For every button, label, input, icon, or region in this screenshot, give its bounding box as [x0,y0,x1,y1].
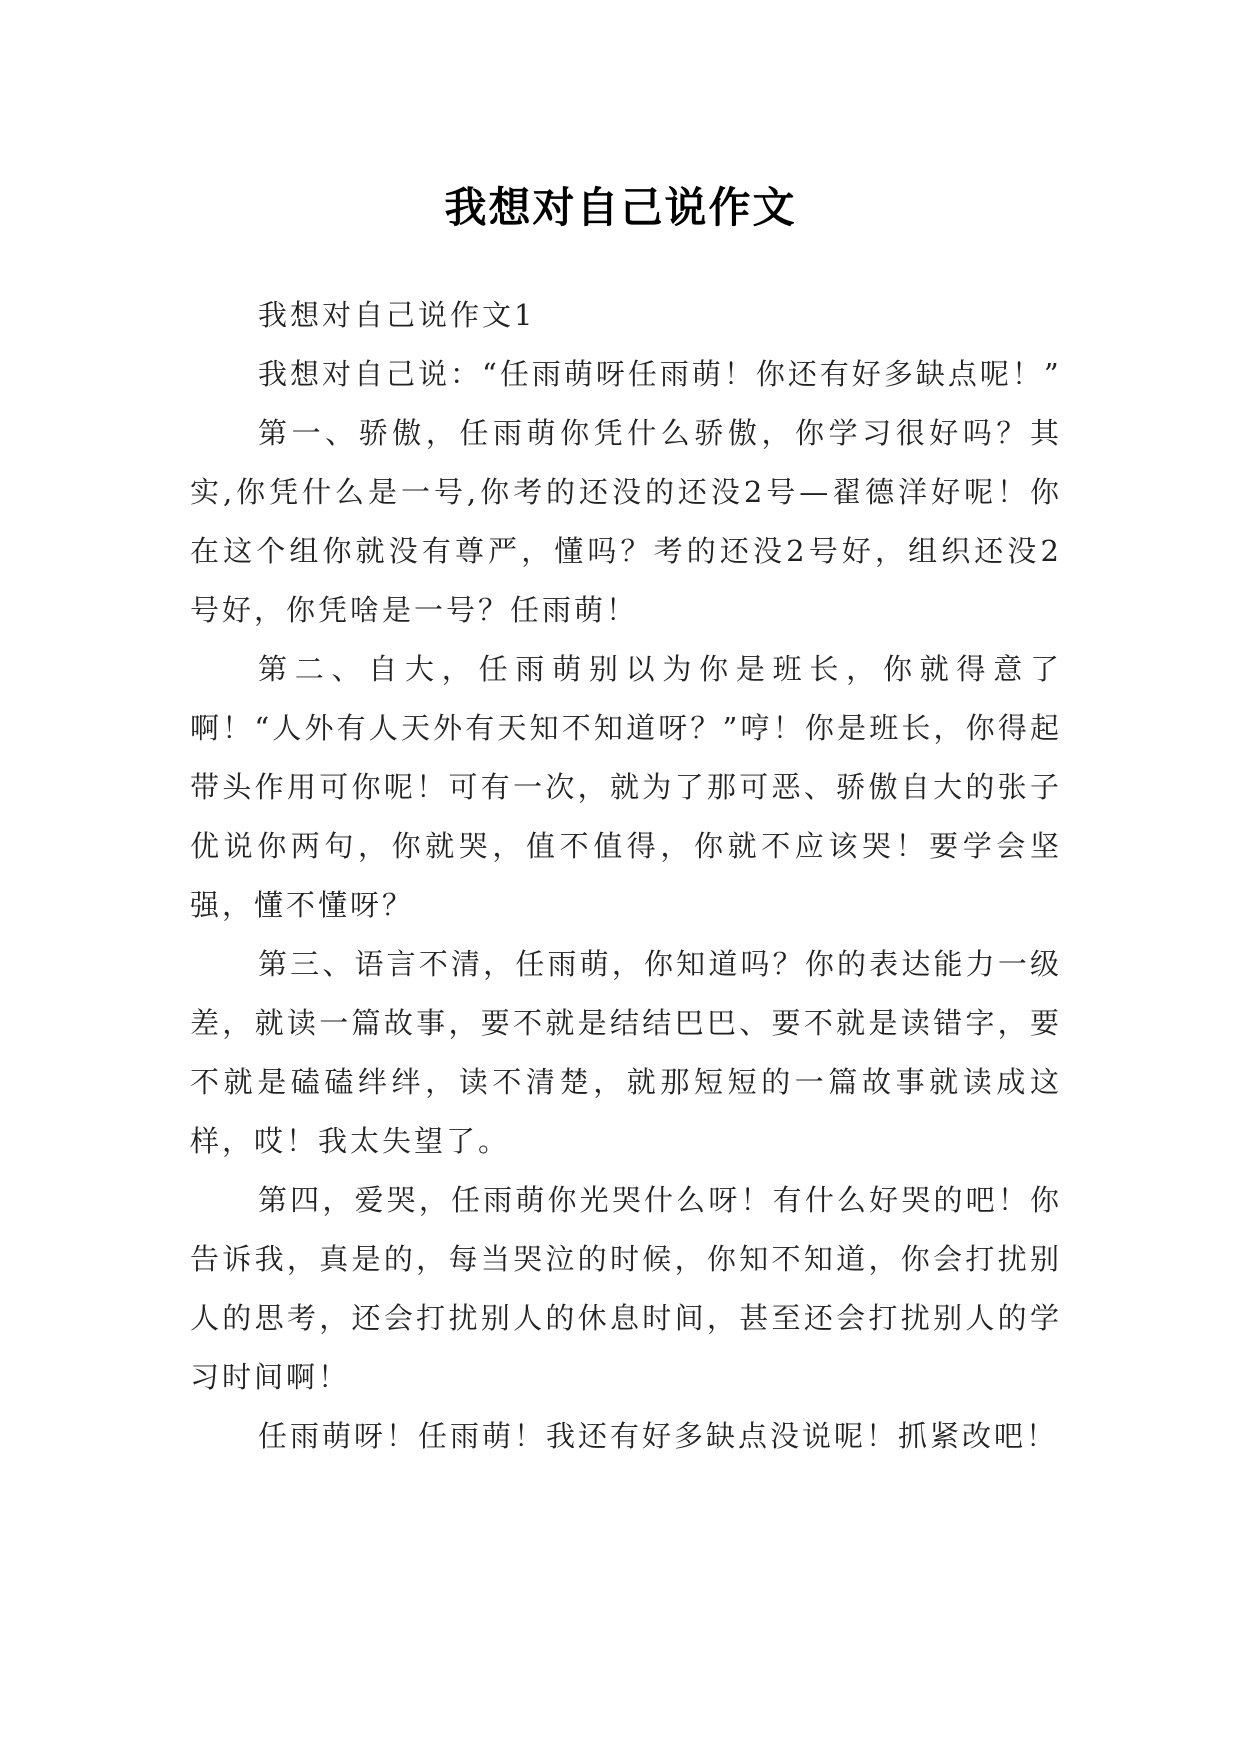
body-paragraph: 第一、骄傲，任雨萌你凭什么骄傲，你学习很好吗？其实,你凭什么是一号,你考的还没的还没2号—翟德洋好呢！你在这个组你就没有尊严，懂吗？考的还没2号好，组织还没2号好，你凭啥是一号？任雨萌！ [190,416,1062,627]
body-paragraph: 第二、自大，任雨萌别以为你是班长，你就得意了啊！“人外有人天外有天知不知道呀？”哼！你是班长，你得起带头作用可你呢！可有一次，就为了那可恶、骄傲自大的张子优说你两句，你就哭，值不值得，你就不应该哭！要学会坚强，懂不懂呀？ [190,652,1062,922]
document-title: 我想对自己说作文 [444,183,797,233]
subtitle-paragraph: 我想对自己说作文1 [258,298,536,332]
body-paragraph: 第四，爱哭，任雨萌你光哭什么呀！有什么好哭的吧！你告诉我，真是的，每当哭泣的时候，你知不知道，你会打扰别人的思考，还会打扰别人的休息时间，甚至还会打扰别人的学习时间啊！ [190,1183,1062,1394]
body-paragraph: 任雨萌呀！任雨萌！我还有好多缺点没说呢！抓紧改吧！ [258,1419,1059,1453]
body-paragraph: 第三、语言不清，任雨萌，你知道吗？你的表达能力一级差，就读一篇故事，要不就是结结巴巴、要不就是读错字，要不就是磕磕绊绊，读不清楚，就那短短的一篇故事就读成这样，哎！我太失望了。 [190,947,1062,1158]
body-paragraph: 我想对自己说：“任雨萌呀任雨萌！你还有好多缺点呢！” [258,357,1062,391]
document-body [190,286,1062,1466]
